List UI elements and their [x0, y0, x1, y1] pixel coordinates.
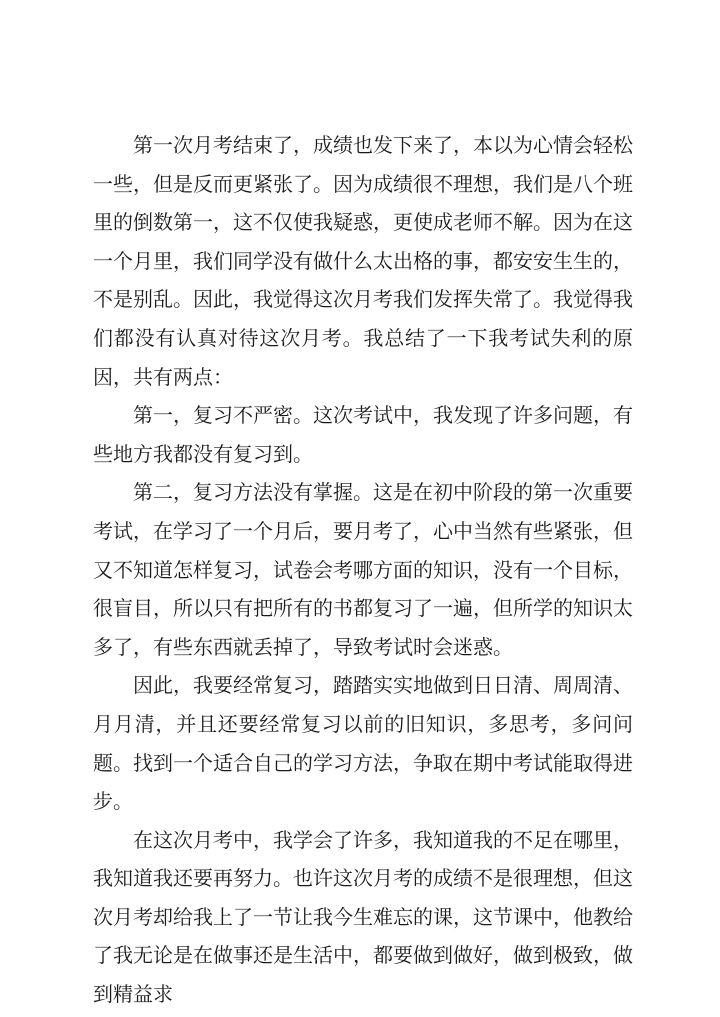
- paragraph-2: 第一，复习不严密。这次考试中，我发现了许多问题，有些地方我都没有复习到。: [93, 403, 633, 466]
- document-body: [93, 126, 633, 1014]
- paragraph-4: 因此，我要经常复习，踏踏实实地做到日日清、周周清、月月清，并且还要经常复习以前的旧知识，多思考，多问问题。找到一个适合自己的学习方法，争取在期中考试能取得进步。: [93, 673, 633, 814]
- paragraph-3: 第二，复习方法没有掌握。这是在初中阶段的第一次重要考试，在学习了一个月后，要月考了，心中当然有些紧张，但又不知道怎样复习，试卷会考哪方面的知识，没有一个目标，很盲目，所以只有把所有的书都复习了一遍，但所学的知识太多了，有些东西就丢掉了，导致考试时会迷惑。: [93, 480, 633, 659]
- paragraph-5: 在这次月考中，我学会了许多，我知道我的不足在哪里，我知道我还要再努力。也许这次月考的成绩不是很理想，但这次月考却给我上了一节让我今生难忘的课，这节课中，他教给了我无论是在做事还是生活中，都要做到做好，做到极致，做到精益求: [93, 827, 633, 1007]
- paragraph-1: 第一次月考结束了，成绩也发下来了，本以为心情会轻松一些，但是反而更紧张了。因为成绩很不理想，我们是八个班里的倒数第一，这不仅使我疑惑，更使成老师不解。因为在这一个月里，我们同学没有做什么太出格的事，都安安生生的，不是别乱。因此，我觉得这次月考我们发挥失常了。我觉得我们都没有认真对待这次月考。我总结了一下我考试失利的原因，共有两点：: [93, 133, 633, 389]
